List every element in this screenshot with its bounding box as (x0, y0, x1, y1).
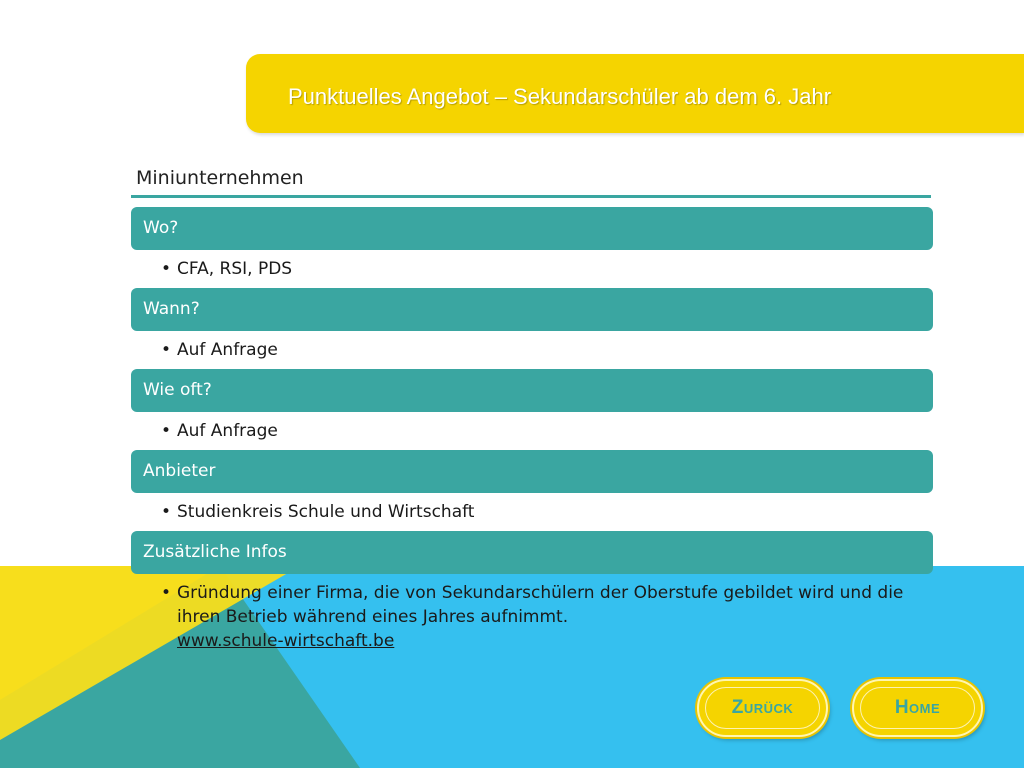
header-how-often: Wie oft? (131, 369, 933, 412)
bullet-when: • Auf Anfrage (161, 338, 933, 362)
bullet-provider: • Studienkreis Schule und Wirtschaft (161, 500, 933, 524)
info-panel (131, 160, 933, 653)
home-button-label: Home (894, 697, 941, 718)
header-where: Wo? (131, 207, 933, 250)
back-button[interactable] (697, 679, 828, 737)
bullet-extra-info (161, 581, 933, 653)
body-provider (131, 493, 933, 531)
header-provider: Anbieter (131, 450, 933, 493)
home-button[interactable] (852, 679, 983, 737)
extra-info-text: Gründung einer Firma, die von Sekundarschülern der Oberstufe gebildet wird und die ihren Betrieb während eines Jahres aufnimmt. (177, 583, 904, 627)
body-when (131, 331, 933, 369)
header-extra-info: Zusätzliche Infos (131, 531, 933, 574)
body-where (131, 250, 933, 288)
section-title: Miniunternehmen (136, 167, 304, 189)
header-when: Wann? (131, 288, 933, 331)
back-button-label: Zurück (731, 697, 794, 718)
body-how-often (131, 412, 933, 450)
page-title: Punktuelles Angebot – Sekundarschüler ab dem 6. Jahr (288, 84, 832, 109)
bullet-where: • CFA, RSI, PDS (161, 257, 933, 281)
bullet-how-often: • Auf Anfrage (161, 419, 933, 443)
website-link[interactable]: www.schule-wirtschaft.be (177, 631, 395, 651)
title-banner (246, 54, 1024, 133)
title-divider (131, 195, 931, 198)
body-extra-info (131, 574, 933, 653)
